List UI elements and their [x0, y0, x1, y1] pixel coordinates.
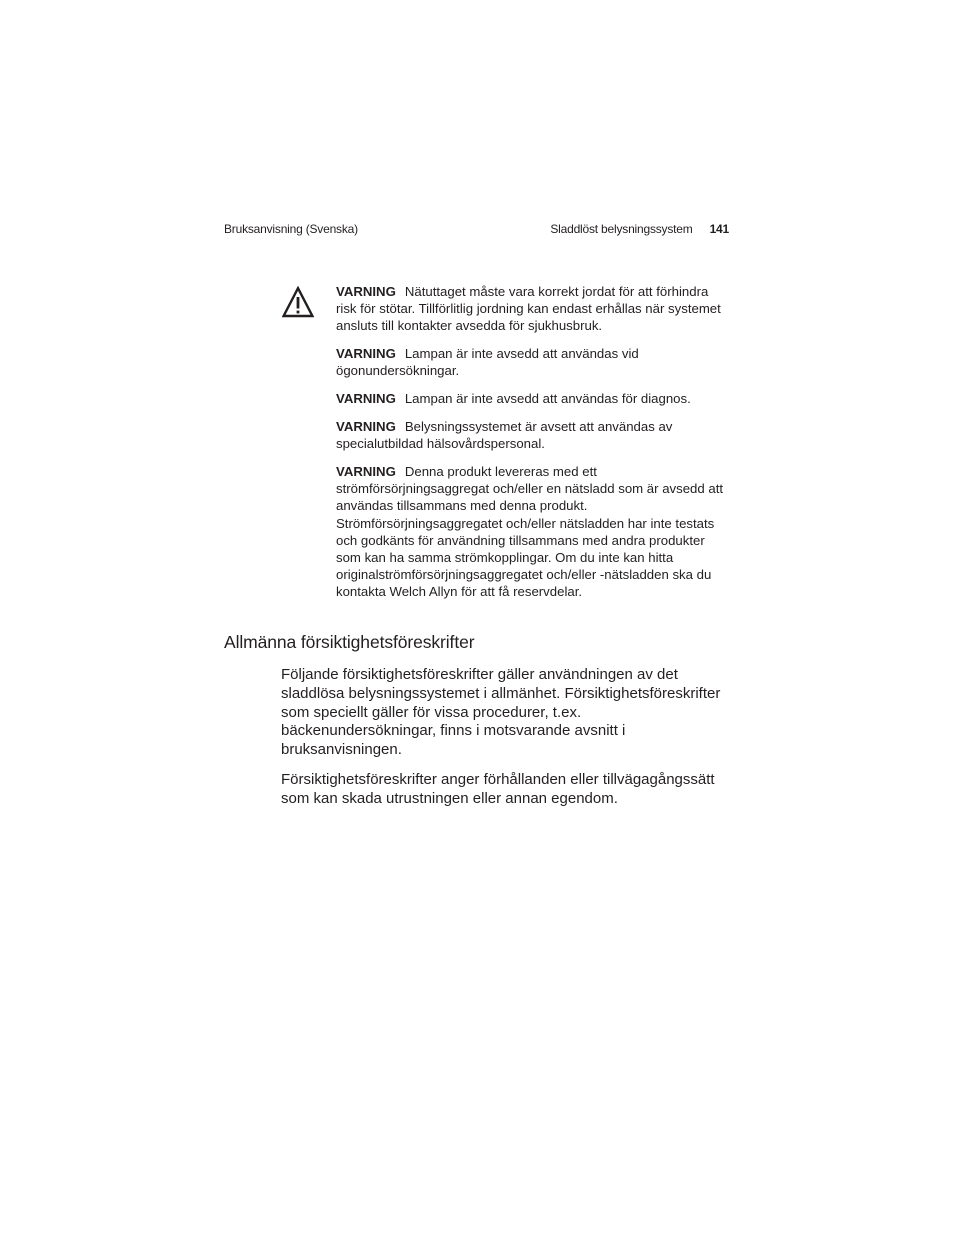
warning-item [336, 390, 731, 407]
section-body [281, 666, 733, 820]
warning-item [336, 463, 731, 601]
warning-text: Lampan är inte avsedd att användas för diagnos. [404, 391, 691, 407]
warning-text: Nätuttaget måste vara korrekt jordat för att förhindra risk för stötar. Tillförlitlig jordning kan endast erhållas när systemet ansluts till kontakter avsedda för sjukhusbruk. [336, 284, 721, 334]
warning-text: Belysningssystemet är avsett att användas av specialutbildad hälsovårdspersonal. [336, 419, 673, 452]
header-product-title: Sladdlöst belysningssystem [550, 222, 693, 236]
running-header [224, 222, 729, 238]
header-right-group [550, 222, 729, 236]
warning-item [336, 418, 731, 452]
body-paragraph: Försiktighetsföreskrifter anger förhållanden eller tillvägagångssätt som kan skada utrustningen eller annan egendom. [281, 770, 715, 807]
warning-label: VARNING [336, 284, 396, 299]
warning-item [336, 345, 731, 379]
warning-label: VARNING [336, 419, 396, 434]
warning-label: VARNING [336, 391, 396, 407]
header-manual-title: Bruksanvisning (Svenska) [224, 222, 358, 236]
body-paragraph: Följande försiktighetsföreskrifter gäller användningen av det sladdlösa belysningssystemet i allmänhet. Försiktighetsföreskrifter som speciellt gäller för vissa procedurer, t.ex. bäckenundersökningar, finns i motsvarande avsnitt i bruksanvisningen. [281, 666, 721, 759]
warning-triangle-icon [282, 286, 314, 318]
section-title: Allmänna försiktighetsföreskrifter [224, 632, 475, 652]
warning-text: Denna produkt levereras med ett strömförsörjningsaggregat och/eller en nätsladd som är avsedd att användas tillsammans med denna produkt. Strömförsörjningsaggregatet och/eller nätsladden har inte testats och godkänts för användning tillsammans med andra produkter som kan ha samma strömkopplingar. Om du inte kan hitta originalströmförsörjningsaggregatet och/eller -nätsladden ska du kontakta Welch Allyn för att få reservdelar. [336, 464, 724, 600]
page-number: 141 [709, 222, 729, 236]
warnings-block [336, 283, 731, 611]
warning-label: VARNING [336, 464, 396, 479]
warning-item [336, 283, 731, 335]
warning-label: VARNING [336, 346, 396, 362]
warning-text: Lampan är inte avsedd att användas vid ögonundersökningar. [336, 346, 639, 379]
